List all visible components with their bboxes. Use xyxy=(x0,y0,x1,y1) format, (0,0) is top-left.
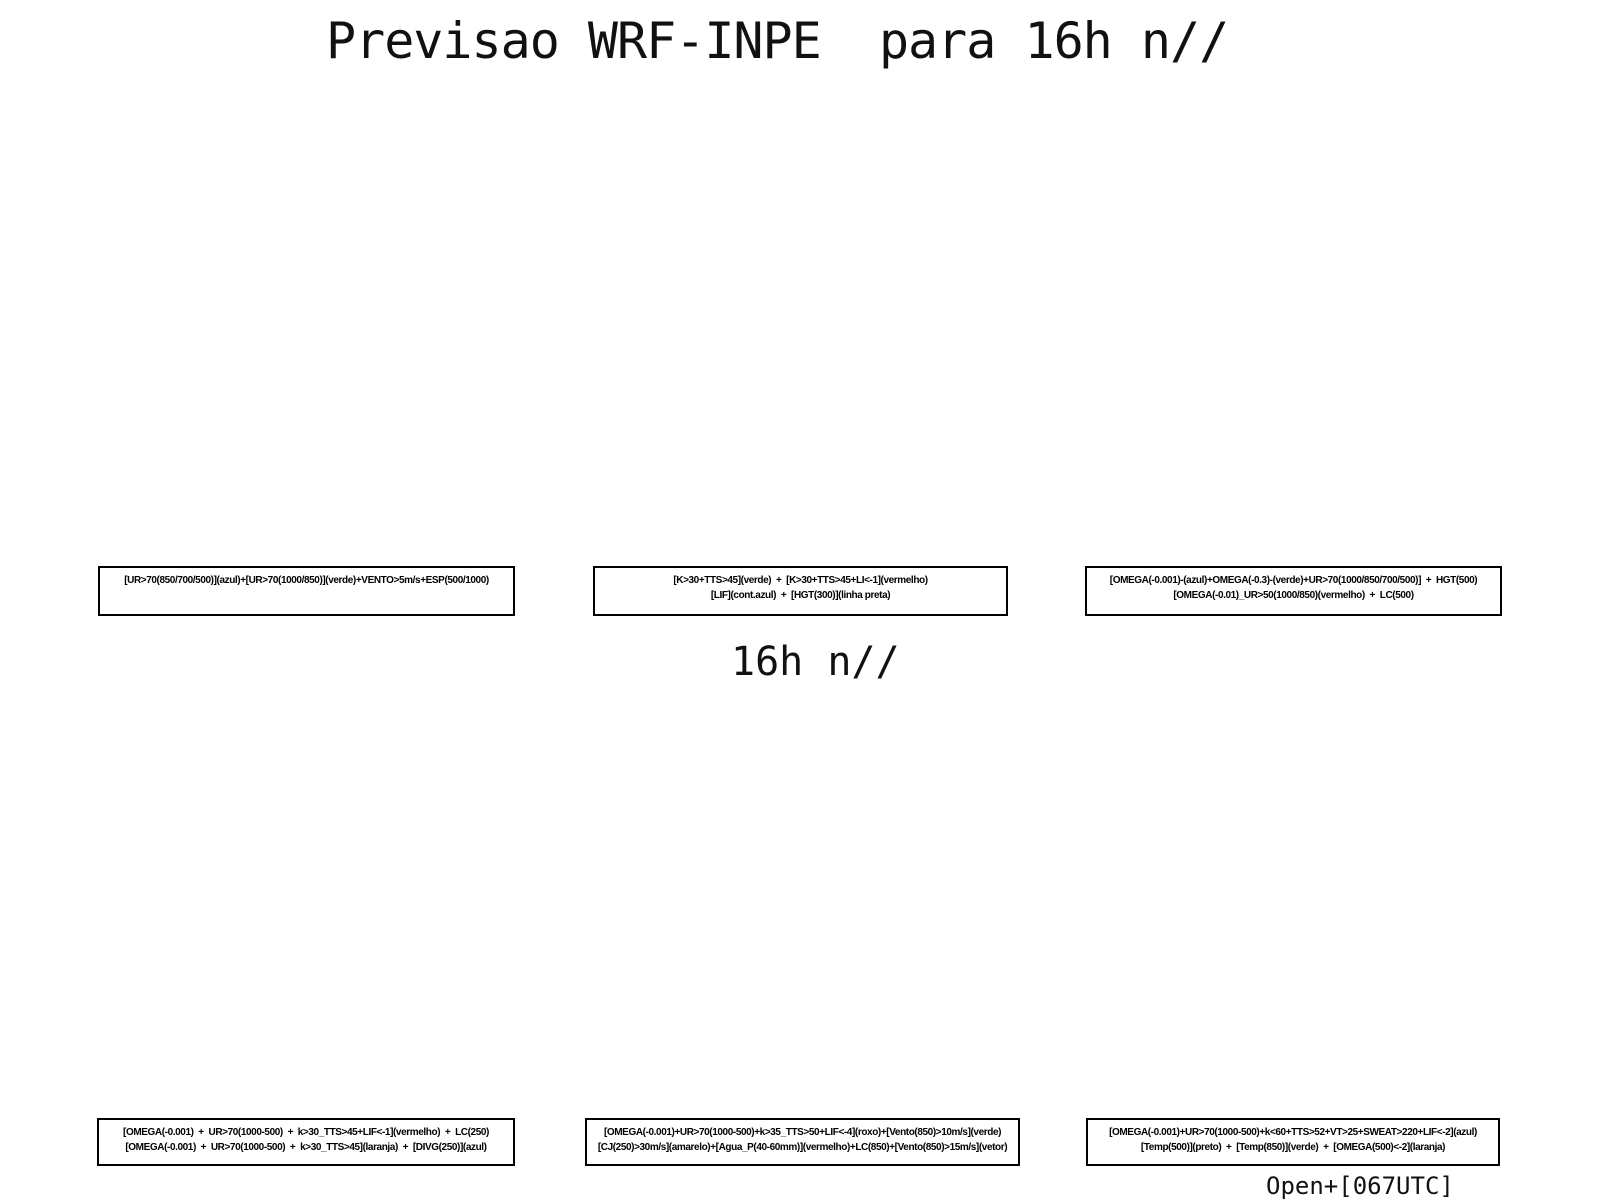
legend-line: [LIF](cont.azul) + [HGT(300)](linha preta) xyxy=(710,590,891,601)
legend-box-top-center xyxy=(593,566,1008,616)
legend-line: [UR>70(850/700/500)](azul)+[UR>70(1000/850)](verde)+VENTO>5m/s+ESP(500/1000) xyxy=(124,575,489,586)
page-title: Previsao WRF-INPE para 16h n// xyxy=(326,12,1229,70)
legend-box-bottom-left xyxy=(97,1118,515,1166)
legend-line: [Temp(500)](preto) + [Temp(850)](verde) + [OMEGA(500)<-2](laranja) xyxy=(1140,1142,1446,1153)
center-time-label: 16h n// xyxy=(731,639,900,685)
footer-open-label: Open+[067UTC] xyxy=(1266,1172,1454,1200)
legend-line: [OMEGA(-0.001)+UR>70(1000-500)+k<60+TTS>52+VT>25+SWEAT>220+LIF<-2](azul) xyxy=(1109,1127,1477,1138)
legend-line: [OMEGA(-0.001)-(azul)+OMEGA(-0.3)-(verde)+UR>70(1000/850/700/500)] + HGT(500) xyxy=(1109,575,1478,586)
legend-box-bottom-right xyxy=(1086,1118,1500,1166)
legend-box-top-left xyxy=(98,566,515,616)
legend-line: [OMEGA(-0.001) + UR>70(1000-500) + k>30_TTS>45](laranja) + [DIVG(250)](azul) xyxy=(125,1142,487,1153)
legend-line: [K>30+TTS>45](verde) + [K>30+TTS>45+LI<-1](vermelho) xyxy=(673,575,928,586)
legend-line: [OMEGA(-0.01)_UR>50(1000/850)(vermelho) + LC(500) xyxy=(1173,590,1414,601)
legend-line: [OMEGA(-0.001) + UR>70(1000-500) + k>30_TTS>45+LIF<-1](vermelho) + LC(250) xyxy=(123,1127,489,1138)
legend-line: [OMEGA(-0.001)+UR>70(1000-500)+k>35_TTS>50+LIF<-4](roxo)+[Vento(850)>10m/s](verde) xyxy=(603,1127,1002,1138)
legend-box-bottom-center xyxy=(585,1118,1020,1166)
legend-box-top-right xyxy=(1085,566,1502,616)
legend-line: [CJ(250)>30m/s](amarelo)+[Agua_P(40-60mm)](vermelho)+LC(850)+[Vento(850)>15m/s](vetor) xyxy=(597,1142,1008,1153)
